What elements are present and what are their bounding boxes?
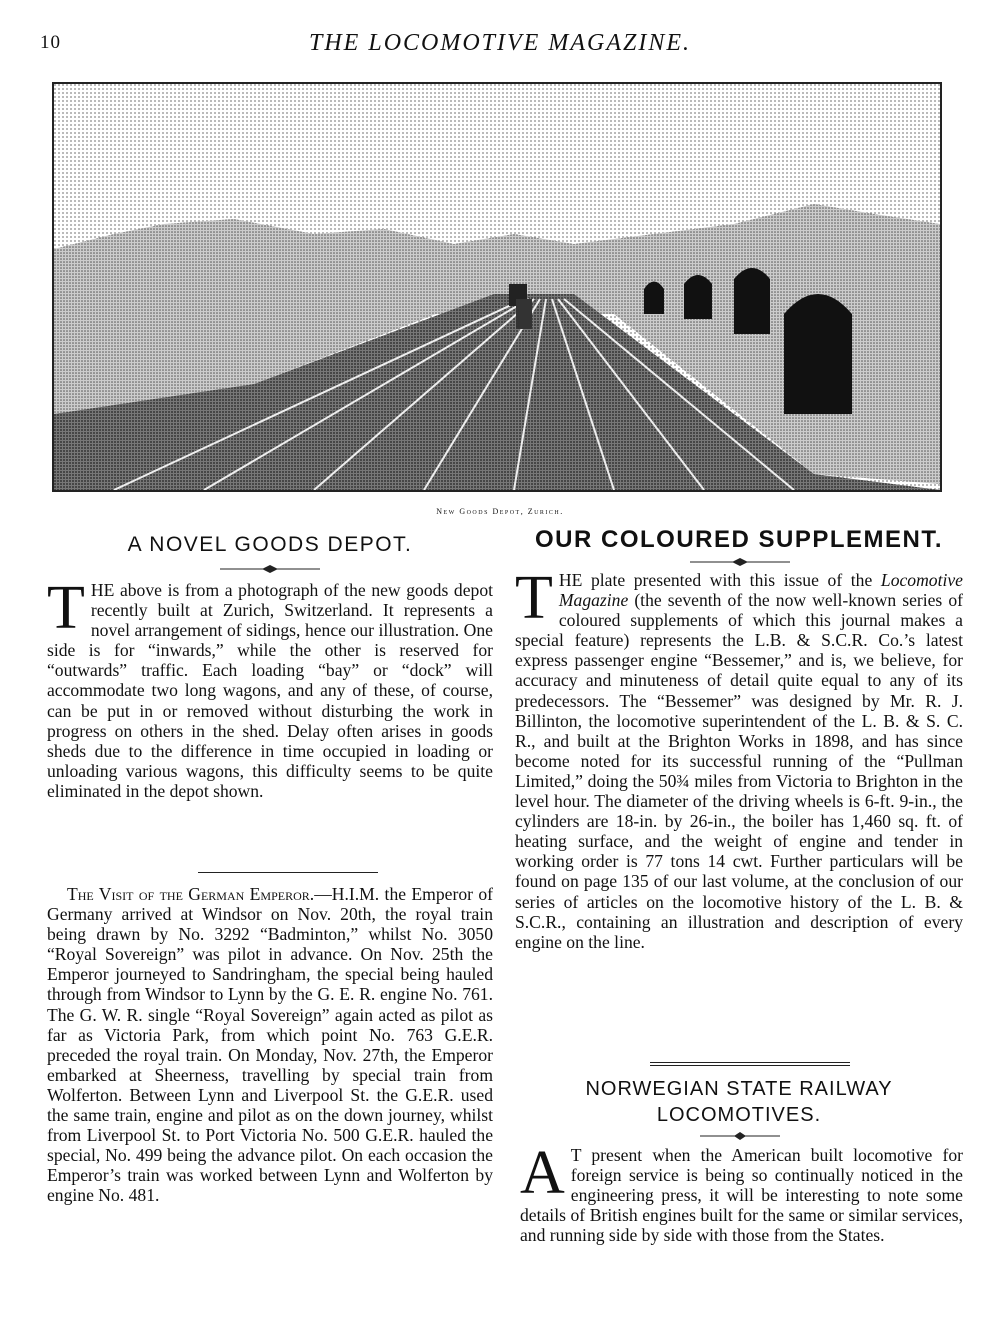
- norwegian-title-line-2: LOCOMOTIVES.: [656, 1104, 822, 1126]
- dropcap-t: T: [47, 574, 85, 642]
- supplement-text-2: (the seventh of the now well-known series of coloured supplements of which this journal makes a special feature) represents the L.B. & S.C.R. Co.’s latest express passenger engine “Bessemer,” and is, we believe, for accuracy and minuteness of detail quite equal to any of its predecessors. The “Bessemer” was designed by Mr. R. J. Billinton, the locomotive superintendent of the L. B. & S. C. R., and built at the Brighton Works in 1898, and has since become noted for its successful running of the “Pullman Limited,” doing the 50¾ miles from Victoria to Brighton in the level hour. The diameter of the driving wheels is 6-ft. 9-in., the cylinders are 18-in. by 26-in., the boiler has 1,460 sq. ft. of heating surface, and the weight of engine and tender in working order is 77 tons 14 cwt. Further particulars will be found on page 135 of our last volume, at the conclusion of our series of articles on the locomotive history of the L. B. & S.C.R., containing an illustration and description of every engine on the line.: [515, 590, 963, 952]
- page-number: 10: [40, 32, 61, 53]
- norwegian-title-line-1: NORWEGIAN STATE RAILWAY: [585, 1078, 893, 1100]
- norwegian-text: T present when the American built locomotive for foreign service is being so continually noticed in the engineering press, it will be interesting to note some details of British engines built for the same or similar services, and running side by side with those from the States.: [520, 1145, 963, 1246]
- emperor-text: —H.I.M. the Emperor of Germany arrived at Windsor on Nov. 20th, the royal train being drawn by No. 3292 “Badminton,” whilst No. 3050 “Royal Sovereign” was pilot in advance. On Nov. 25th the Emperor journeyed to Sandringham, the special being hauled through from Windsor to Lynn by the G. E. R. engine No. 761. The G. W. R. single “Royal Sovereign” again acted as pilot as far as Victoria Park, from which point No. 763 G.E.R. preceded the royal train. On Monday, Nov. 27th, the Emperor embarked at Sheerness, travelling by special train from Wolferton. Between Lynn and Liverpool St. the G.E.R. used the same train, engine and pilot as on the down journey, whilst from Liverpool St. to Port Victoria No. 500 G.E.R. hauled the special, No. 499 being the advance pilot. On each occasion the Emperor’s train was worked between Lynn and Wolferton by engine No. 481.: [47, 884, 493, 1206]
- title-flourish: [220, 565, 320, 573]
- section-divider: [198, 872, 378, 873]
- section-divider: [650, 1065, 850, 1066]
- article-body-emperor: [47, 884, 493, 1206]
- article-title-norwegian: [515, 1076, 963, 1128]
- title-flourish: [700, 1132, 780, 1140]
- article-title-goods-depot: A NOVEL GOODS DEPOT.: [127, 533, 413, 556]
- article-title-supplement: OUR COLOURED SUPPLEMENT.: [534, 526, 944, 553]
- article-body-supplement: [515, 564, 963, 952]
- title-flourish: [690, 558, 790, 566]
- dropcap-t: T: [515, 564, 553, 632]
- photo-caption: New Goods Depot, Zurich.: [436, 507, 564, 516]
- dropcap-a: A: [520, 1139, 565, 1207]
- supplement-italic: Locomotive Magazine: [558, 570, 963, 611]
- goods-depot-photograph: [52, 82, 942, 492]
- supplement-text-1: HE plate presented with this issue of the: [558, 570, 881, 590]
- emperor-lead: The Visit of the German Emperor.: [67, 884, 315, 904]
- article-body-goods-depot: [47, 574, 493, 801]
- article-body-norwegian: [520, 1139, 963, 1246]
- section-divider: [650, 1062, 850, 1063]
- goods-depot-text: HE above is from a photograph of the new goods depot recently built at Zurich, Switzerland. It represents a novel arrangement of sidings, hence our illustration. One side is for “inwards,” while the other is reserved for “outwards” traffic. Each loading “bay” or “dock” will accommodate two long wagons, and any of these, of course, can be put in or removed without disturbing the work in progress on others in the shed. Delay often arises in goods sheds due to the difference in time occupied in loading or unloading various wagons, this difficulty seems to be quite eliminated in the depot shown.: [47, 580, 493, 801]
- running-head: THE LOCOMOTIVE MAGAZINE.: [309, 30, 691, 56]
